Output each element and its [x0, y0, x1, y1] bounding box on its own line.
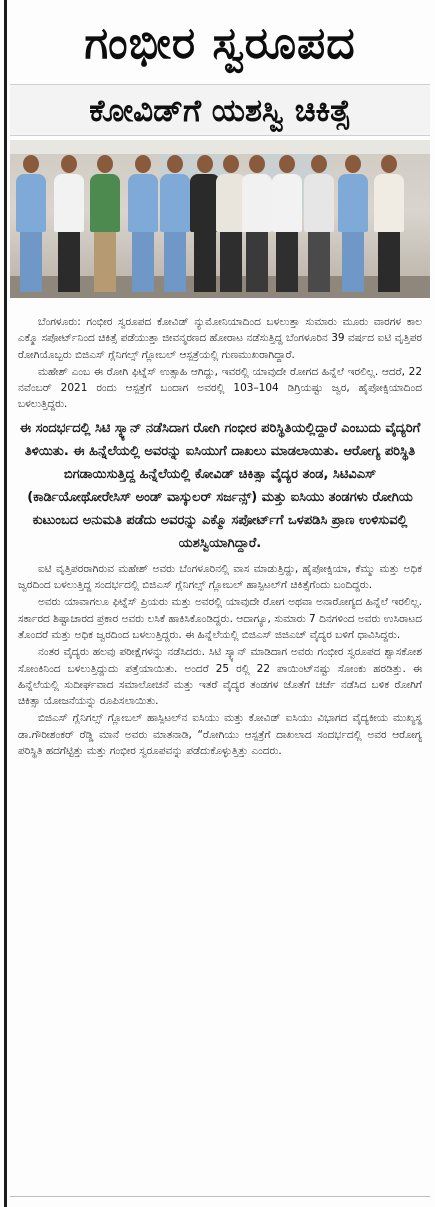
- person-torso: [338, 174, 368, 232]
- person-torso: [128, 174, 158, 232]
- person-head: [223, 155, 239, 173]
- photo-person: [16, 155, 46, 292]
- left-column-rule: [4, 0, 7, 1207]
- person-torso: [242, 174, 272, 232]
- person-legs: [94, 232, 116, 292]
- person-legs: [132, 232, 154, 292]
- headline: ಗಂಭೀರ ಸ್ವರೂಪದ: [84, 18, 356, 69]
- photo-person: [54, 155, 84, 292]
- person-head: [345, 155, 361, 173]
- bottom-rule: [10, 1196, 430, 1197]
- person-head: [311, 155, 327, 173]
- person-torso: [304, 174, 334, 232]
- person-head: [279, 155, 295, 173]
- person-head: [61, 155, 77, 173]
- article-paragraph: ಬೆಂಗಳೂರು: ಗಂಭೀರ ಸ್ವರೂಪದ ಕೋವಿಡ್ ನ್ಯುಮೋನಿಯಾದಿಂದ ಬಳಲುತ್ತಾ ಸುಮಾರು ಮೂರು ವಾರಗಳ ಕಾಲ ಎಕ್ಮೊ ಸಪೋರ್ಟ್‌ನಿಂದ ಚಿಕಿತ್ಸೆ ಪಡೆಯುತ್ತಾ ಜೀವನ್ಮರಣದ ಹೋರಾಟ ನಡೆಸುತ್ತಿದ್ದ ಬೆಂಗಳೂರಿನ 39 ವರ್ಷದ ಐಟಿ ವೃತ್ತಿಪರ ರೋಗಿಯೊಬ್ಬರು ಬಿಜಿಎಸ್ ಗ್ಲೆನಿಗಲ್ಸ್ ಗ್ಲೋಬಲ್ ಆಸ್ಪತ್ರೆಯಲ್ಲಿ ಗುಣಮುಖರಾಗಿದ್ದಾರೆ.: [18, 316, 422, 361]
- person-torso: [90, 174, 120, 232]
- person-legs: [58, 232, 80, 292]
- person-legs: [20, 232, 42, 292]
- article-paragraph: ಅವರು ಯಾವಾಗಲೂ ಫಿಟ್ನೆಸ್ ಪ್ರಿಯರು ಮತ್ತು ಅವರಲ್ಲಿ ಯಾವುದೇ ರೋಗ ಅಥವಾ ಅನಾರೋಗ್ಯದ ಹಿನ್ನೆಲೆ ಇರಲಿಲ್ಲ. ಸರ್ಕಾರದ ಶಿಷ್ಟಾಚಾರದ ಪ್ರಕಾರ ಅವರು ಲಸಿಕೆ ಹಾಕಿಸಿಕೊಂಡಿದ್ದರು. ಆದಾಗ್ಯೂ, ಸುಮಾರು 7 ದಿನಗಳಿಂದ ಅವರು ಉಸಿರಾಟದ ತೊಂದರೆ ಮತ್ತು ಅಧಿಕ ಜ್ವರದಿಂದ ಬಳಲುತ್ತಿದ್ದರು. ಈ ಹಿನ್ನೆಲೆಯಲ್ಲಿ ಬಿಜಿಎಸ್ ಜಿಜಿಎಚ್ ವೈದ್ಯರ ಬಳಿಗೆ ಧಾವಿಸಿದ್ದರು.: [18, 596, 422, 641]
- person-legs: [164, 232, 186, 292]
- photo-person: [128, 155, 158, 292]
- person-legs: [276, 232, 298, 292]
- person-head: [381, 155, 397, 173]
- person-torso: [54, 174, 84, 232]
- article-paragraph: ನಂತರ ವೈದ್ಯರು ಹಲವು ಪರೀಕ್ಷೆಗಳನ್ನು ನಡೆಸಿದರು. ಸಿಟಿ ಸ್ಕ್ಯಾನ್ ಮಾಡಿದಾಗ ಅವರು ಗಂಭೀರ ಸ್ವರೂಪದ ಶ್ವಾಸಕೋಶ ಸೋಂಕಿನಿಂದ ಬಳಲುತ್ತಿದ್ದುದು ಪತ್ತೆಯಾಯಿತು. ಅಂದರೆ 25 ರಲ್ಲಿ 22 ಪಾಯಿಂಟ್‌ನಷ್ಟು ಸೋಂಕು ಹರಡಿತ್ತು. ಈ ಹಿನ್ನೆಲೆಯಲ್ಲಿ ಸುದೀರ್ಘವಾದ ಸಮಾಲೋಚನೆ ಮತ್ತು ಇತರೆ ವೈದ್ಯರ ತಂಡಗಳ ಜೊತೆಗೆ ಚರ್ಚೆ ನಡೆಸಿದ ಬಳಿಕ ರೋಗಿಗೆ ಚಿಕಿತ್ಸಾ ಯೋಜನೆಯನ್ನು ರೂಪಿಸಲಾಯಿತು.: [18, 646, 422, 708]
- photo-ceiling: [10, 140, 430, 154]
- person-legs: [220, 232, 242, 292]
- photo-person: [242, 155, 272, 292]
- photo-person: [160, 155, 190, 292]
- article-body: [18, 314, 422, 760]
- person-legs: [194, 232, 216, 292]
- person-head: [197, 155, 213, 173]
- subheadline-bar: [10, 84, 430, 136]
- photo-person: [304, 155, 334, 292]
- person-head: [167, 155, 183, 173]
- person-legs: [378, 232, 400, 292]
- person-legs: [308, 232, 330, 292]
- article-paragraph: ಈ ಸಂದರ್ಭದಲ್ಲಿ ಸಿಟಿ ಸ್ಕ್ಯಾನ್ ನಡೆಸಿದಾಗ ರೋಗಿ ಗಂಭೀರ ಪರಿಸ್ಥಿತಿಯಲ್ಲಿದ್ದಾರೆ ಎಂಬುದು ವೈದ್ಯರಿಗೆ ತಿಳಿಯಿತು. ಈ ಹಿನ್ನೆಲೆಯಲ್ಲಿ ಅವರನ್ನು ಐಸಿಯುಗೆ ದಾಖಲು ಮಾಡಲಾಯಿತು. ಆರೋಗ್ಯ ಪರಿಸ್ಥಿತಿ ಬಿಗಡಾಯಿಸುತ್ತಿದ್ದ ಹಿನ್ನೆಲೆಯಲ್ಲಿ ಕೋವಿಡ್ ಚಿಕಿತ್ಸಾ ವೈದ್ಯರ ತಂಡ, ಸಿಟಿವಿಎಸ್ (ಕಾರ್ಡಿಯೋಥೋರೇಸಿಸ್ ಅಂಡ್ ವಾಸ್ಕುಲರ್ ಸರ್ಜನ್ಸ್) ಮತ್ತು ಐಸಿಯು ತಂಡಗಳು ರೋಗಿಯ ಕುಟುಂಬದ ಅನುಮತಿ ಪಡೆದು ಅವರನ್ನು ಎಕ್ಮೊ ಸಪೋರ್ಟ್‌ಗೆ ಒಳಪಡಿಸಿ ಪ್ರಾಣ ಉಳಿಸುವಲ್ಲಿ ಯಶಸ್ವಿಯಾಗಿದ್ದಾರೆ.: [19, 420, 421, 551]
- photo-person: [90, 155, 120, 292]
- person-legs: [246, 232, 268, 292]
- article-paragraph: ಬಿಜಿಎಸ್ ಗ್ಲೆನಿಗಲ್ಸ್ ಗ್ಲೋಬಲ್ ಹಾಸ್ಪಿಟಲ್‌ನ ಐಸಿಯು ಮತ್ತು ಕೋವಿಡ್ ಐಸಿಯು ವಿಭಾಗದ ವೈದ್ಯಕೀಯ ಮುಖ್ಯಸ್ಥ ಡಾ.ಗೌರೀಶಂಕರ್ ರೆಡ್ಡಿ ಮಾನೆ ಅವರು ಮಾತನಾಡಿ, “ರೋಗಿಯು ಆಸ್ಪತ್ರೆಗೆ ದಾಖಲಾದ ಸಂದರ್ಭದಲ್ಲಿ ಅವರ ಆರೋಗ್ಯ ಪರಿಸ್ಥಿತಿ ಹದಗೆಟ್ಟಿತ್ತು ಮತ್ತು ಗಂಭೀರ ಸ್ವರೂಪವನ್ನು ಪಡೆದುಕೊಳ್ಳುತ್ತಿತ್ತು ಎಂದರು.: [18, 712, 422, 758]
- person-legs: [342, 232, 364, 292]
- person-torso: [160, 174, 190, 232]
- subheadline: ಕೋವಿಡ್‌ಗೆ ಯಶಸ್ವಿ ಚಿಕಿತ್ಸೆ: [89, 93, 351, 129]
- person-head: [249, 155, 265, 173]
- person-torso: [16, 174, 46, 232]
- person-head: [23, 155, 39, 173]
- photo-person: [272, 155, 302, 292]
- person-head: [97, 155, 113, 173]
- article-paragraph: ಮಹೇಶ್ ಎಂಬ ಈ ರೋಗಿ ಫಿಟ್ನೆಸ್ ಉತ್ಸಾಹಿ ಆಗಿದ್ದು, ಇವರಲ್ಲಿ ಯಾವುದೇ ರೋಗದ ಹಿನ್ನೆಲೆ ಇರಲಿಲ್ಲ. ಆದರೆ, 22 ನವೆಂಬರ್ 2021 ರಂದು ಆಸ್ಪತ್ರೆಗೆ ಬಂದಾಗ ಅವರಲ್ಲಿ 103–104 ಡಿಗ್ರಿಯಷ್ಟು ಜ್ವರ, ಹೈಪೋಕ್ಸಿಯಾದಿಂದ ಬಳಲುತ್ತಿದ್ದರು.: [18, 365, 422, 411]
- photo-person: [338, 155, 368, 292]
- group-photo: [10, 140, 430, 298]
- person-torso: [272, 174, 302, 232]
- person-head: [135, 155, 151, 173]
- person-torso: [374, 174, 404, 232]
- article-paragraph: ಐಟಿ ವೃತ್ತಿಪರರಾಗಿರುವ ಮಹೇಶ್ ಅವರು ಬೆಂಗಳೂರಿನಲ್ಲಿ ವಾಸ ಮಾಡುತ್ತಿದ್ದು, ಹೈಪೋಕ್ಸಿಯಾ, ಕೆಮ್ಮು ಮತ್ತು ಅಧಿಕ ಜ್ವರದಿಂದ ಬಳಲುತ್ತಿದ್ದ ಸಂದರ್ಭದಲ್ಲಿ ಬಿಜಿಎಸ್ ಗ್ಲೆನಿಗಲ್ಸ್ ಗ್ಲೋಬಲ್ ಹಾಸ್ಪಿಟಲ್‌ಗೆ ಚಿಕಿತ್ಸೆಗೆಂದು ಬಂದಿದ್ದರು.: [18, 562, 422, 592]
- photo-person: [374, 155, 404, 292]
